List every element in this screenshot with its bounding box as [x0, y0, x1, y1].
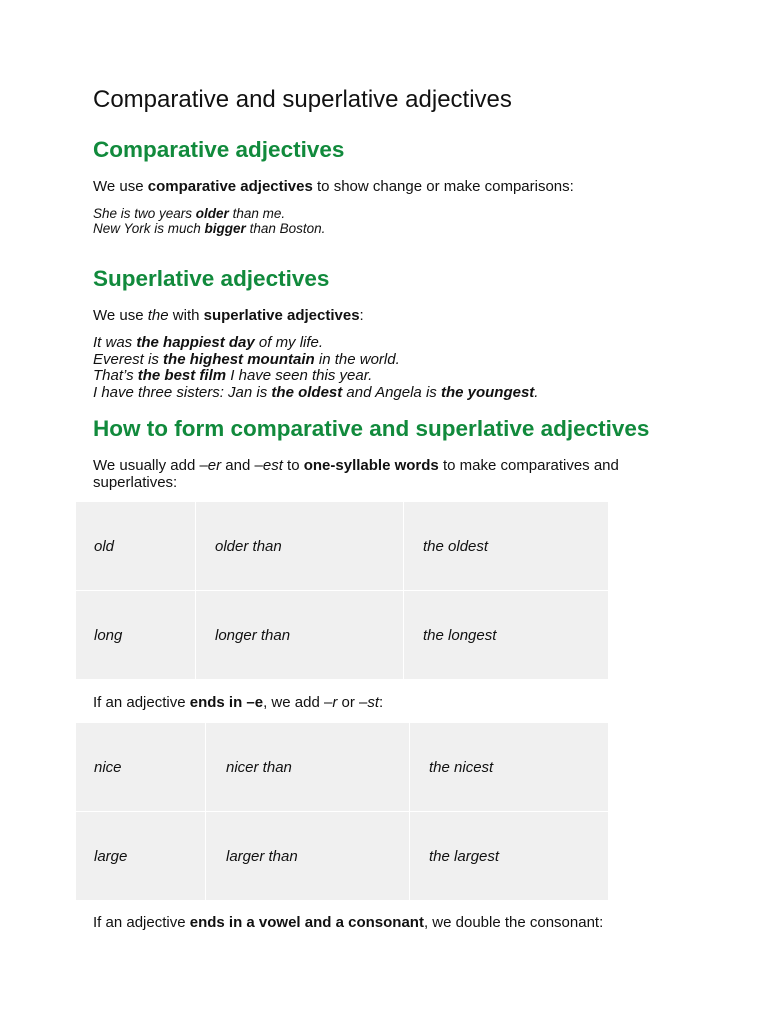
- comparative-example-2: New York is much bigger than Boston.: [93, 221, 326, 236]
- how-intro: We usually add –er and –est to one-syllable words to make comparatives and superlatives:: [93, 457, 619, 491]
- superlative-example-4: I have three sisters: Jan is the oldest and Angela is the youngest.: [93, 384, 539, 401]
- table-cell: larger than: [206, 812, 410, 901]
- superlative-example-3: That’s the best film I have seen this year.: [93, 367, 373, 384]
- table-cell: old: [76, 502, 196, 591]
- table-ends-in-e: [75, 722, 609, 901]
- table-cell: longer than: [196, 591, 404, 680]
- table-row: [76, 591, 609, 680]
- rule-ends-in-e: If an adjective ends in –e, we add –r or –st:: [93, 694, 384, 711]
- table-cell: the largest: [410, 812, 609, 901]
- superlative-example-1: It was the happiest day of my life.: [93, 334, 324, 351]
- comparative-example-1: She is two years older than me.: [93, 206, 286, 221]
- table-cell: large: [76, 812, 206, 901]
- table-one-syllable: [75, 501, 609, 680]
- table-cell: the longest: [404, 591, 609, 680]
- table-row: [76, 812, 609, 901]
- comparative-intro: We use comparative adjectives to show change or make comparisons:: [93, 178, 574, 195]
- heading-superlative: Superlative adjectives: [93, 266, 330, 291]
- table-cell: older than: [196, 502, 404, 591]
- table-cell: the nicest: [410, 723, 609, 812]
- table-cell: nice: [76, 723, 206, 812]
- table-row: [76, 502, 609, 591]
- superlative-example-2: Everest is the highest mountain in the world.: [93, 351, 400, 368]
- heading-comparative: Comparative adjectives: [93, 137, 345, 162]
- table-row: [76, 723, 609, 812]
- rule-vowel-consonant: If an adjective ends in a vowel and a consonant, we double the consonant:: [93, 914, 604, 931]
- table-cell: nicer than: [206, 723, 410, 812]
- heading-how-to-form: How to form comparative and superlative adjectives: [93, 416, 650, 441]
- page-title: Comparative and superlative adjectives: [93, 86, 512, 113]
- table-cell: the oldest: [404, 502, 609, 591]
- table-cell: long: [76, 591, 196, 680]
- superlative-intro: We use the with superlative adjectives:: [93, 307, 364, 324]
